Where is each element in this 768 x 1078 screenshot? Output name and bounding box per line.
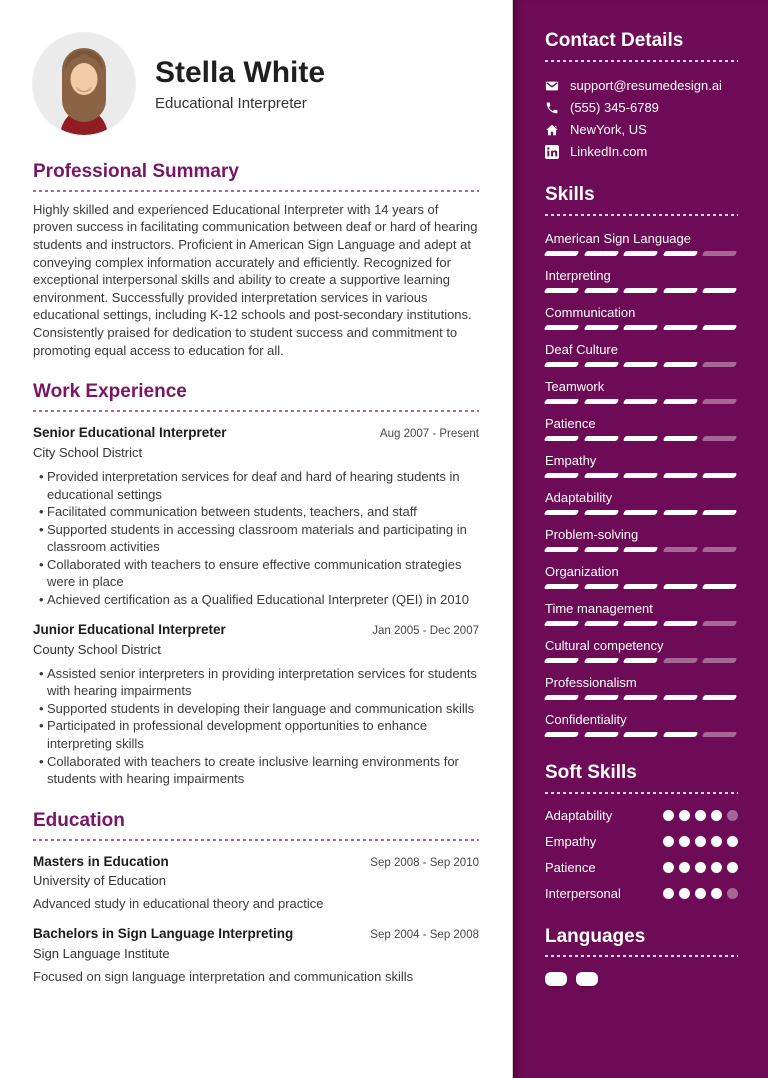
- level-segment-filled: [583, 288, 618, 293]
- level-segment-filled: [711, 836, 722, 847]
- bullet-text: Facilitated communication between students, teachers, and staff: [47, 504, 417, 520]
- soft-skills-heading: Soft Skills: [545, 761, 637, 783]
- level-segment-filled: [544, 288, 579, 293]
- level-segment-filled: [623, 288, 658, 293]
- level-segment-filled: [623, 510, 658, 515]
- job-bullet-list: [33, 468, 479, 609]
- soft-skill-label: Interpersonal: [545, 885, 621, 901]
- skill-level-bar: [545, 436, 738, 441]
- work-heading: Work Experience: [33, 381, 187, 403]
- skill-row: [545, 342, 738, 367]
- level-segment-filled: [583, 399, 618, 404]
- job-company: County School District: [33, 641, 161, 657]
- person-name: Stella White: [155, 56, 326, 89]
- job-bullet: [33, 503, 479, 521]
- heading-divider: [33, 190, 479, 192]
- bullet-text: Collaborated with teachers to ensure effective communication strategies were in place: [47, 556, 462, 590]
- level-segment-filled: [695, 810, 706, 821]
- heading-divider: [33, 410, 479, 412]
- level-segment-filled: [583, 473, 618, 478]
- level-segment-empty: [702, 399, 737, 404]
- level-segment-filled: [663, 862, 674, 873]
- skill-row: [545, 712, 738, 737]
- skill-level-bar: [545, 621, 738, 626]
- level-segment-filled: [662, 584, 697, 589]
- level-segment-empty: [702, 362, 737, 367]
- level-segment-filled: [623, 473, 658, 478]
- bullet-text: Supported students in accessing classroom materials and participating in classroom activities: [47, 521, 467, 555]
- level-segment-filled: [711, 862, 722, 873]
- skill-row: [545, 490, 738, 515]
- level-segment-filled: [727, 836, 738, 847]
- level-segment-filled: [663, 836, 674, 847]
- level-segment-filled: [544, 436, 579, 441]
- contact-text: NewYork, US: [570, 121, 647, 137]
- level-segment-filled: [702, 695, 737, 700]
- skill-label: Problem-solving: [545, 526, 639, 542]
- soft-skill-row: [545, 834, 738, 849]
- level-segment-filled: [695, 862, 706, 873]
- job-header-row: [33, 425, 479, 442]
- language-pill: [545, 972, 567, 986]
- bullet-dot: [33, 753, 47, 788]
- job-bullet: [33, 556, 479, 591]
- skill-level-bar: [545, 732, 738, 737]
- contact-row: [545, 145, 738, 159]
- level-segment-empty: [702, 621, 737, 626]
- summary-heading: Professional Summary: [33, 161, 239, 182]
- email-icon: [545, 79, 559, 93]
- job-entry: [33, 425, 479, 609]
- level-segment-filled: [662, 325, 697, 330]
- level-segment-filled: [544, 362, 579, 367]
- education-dates: Sep 2008 - Sep 2010: [370, 856, 479, 869]
- education-entry: [33, 926, 479, 986]
- education-heading: Education: [33, 809, 125, 831]
- job-dates: Jan 2005 - Dec 2007: [372, 624, 479, 637]
- level-segment-filled: [623, 251, 658, 256]
- languages-section: [545, 926, 738, 987]
- level-segment-filled: [662, 251, 697, 256]
- skill-row: [545, 231, 738, 256]
- contact-section: [545, 30, 738, 159]
- level-segment-filled: [544, 584, 579, 589]
- skill-level-bar: [545, 658, 738, 663]
- job-list: [33, 425, 479, 788]
- level-segment-filled: [623, 325, 658, 330]
- level-segment-filled: [662, 399, 697, 404]
- avatar-illustration: [33, 33, 135, 135]
- level-segment-filled: [662, 288, 697, 293]
- skill-row: [545, 416, 738, 441]
- level-segment-filled: [583, 436, 618, 441]
- job-title: Senior Educational Interpreter: [33, 425, 227, 441]
- skill-row: [545, 675, 738, 700]
- skill-level-bar: [545, 251, 738, 256]
- job-bullet: [33, 591, 479, 609]
- level-segment-filled: [623, 732, 658, 737]
- level-segment-empty: [702, 436, 737, 441]
- level-segment-filled: [583, 325, 618, 330]
- level-segment-filled: [544, 251, 579, 256]
- level-segment-filled: [544, 399, 579, 404]
- skill-label: Time management: [545, 600, 653, 616]
- bullet-text: Participated in professional development opportunities to enhance interpreting skills: [47, 718, 428, 751]
- contact-text: support@resumedesign.ai: [570, 77, 722, 93]
- contact-row: [545, 101, 738, 115]
- job-bullet: [33, 665, 479, 700]
- skill-row: [545, 564, 738, 589]
- bullet-dot: [33, 665, 47, 700]
- level-segment-filled: [662, 510, 697, 515]
- level-segment-filled: [623, 695, 658, 700]
- contact-heading: Contact Details: [545, 30, 684, 51]
- soft-skill-label: Patience: [545, 859, 596, 875]
- soft-skills-list: [545, 808, 738, 901]
- bullet-text: Achieved certification as a Qualified Educational Interpreter (QEI) in 2010: [47, 592, 470, 608]
- skill-label: American Sign Language: [545, 230, 691, 246]
- contact-text: LinkedIn.com: [570, 143, 648, 159]
- skills-heading: Skills: [545, 183, 595, 205]
- education-description: Focused on sign language interpretation and communication skills: [33, 969, 414, 985]
- skill-level-bar: [545, 584, 738, 589]
- level-segment-filled: [695, 836, 706, 847]
- level-segment-filled: [702, 584, 737, 589]
- skills-list: [545, 231, 738, 737]
- level-segment-filled: [583, 547, 618, 552]
- bullet-dot: [33, 468, 47, 503]
- bullet-dot: [33, 556, 47, 591]
- job-bullet: [33, 521, 479, 556]
- soft-skill-label: Empathy: [545, 833, 597, 849]
- skill-level-bar: [545, 325, 738, 330]
- skill-level-bar: [545, 288, 738, 293]
- summary-text: Highly skilled and experienced Educational Interpreter with 14 years of proven success in facilitating communication between deaf or hard of hearing students and instructors. Proficient in American Sign Language and adept at conveying complex information accurately and efficiently. Recognized for exceptional interpersonal skills and ability to create a supportive learning environment. Successfully provided interpretation services in various educational settings, including K-12 schools and post-secondary institutions. Consistently praised for dedication to student success and commitment to promoting equal access to education for all.: [33, 201, 478, 358]
- level-segment-filled: [662, 436, 697, 441]
- skill-label: Interpreting: [545, 267, 611, 283]
- education-section: [33, 810, 479, 986]
- level-segment-filled: [679, 836, 690, 847]
- level-segment-filled: [583, 658, 618, 663]
- soft-skill-level-dots: [663, 836, 738, 847]
- level-segment-filled: [623, 658, 658, 663]
- level-segment-filled: [662, 473, 697, 478]
- education-description: Advanced study in educational theory and practice: [33, 896, 324, 912]
- language-pill: [576, 972, 598, 986]
- job-bullet: [33, 753, 479, 788]
- level-segment-filled: [679, 888, 690, 899]
- identity-text: [155, 56, 325, 112]
- school-name: University of Education: [33, 873, 166, 889]
- education-dates: Sep 2004 - Sep 2008: [370, 929, 479, 942]
- level-segment-filled: [583, 362, 618, 367]
- level-segment-filled: [583, 695, 618, 700]
- level-segment-filled: [583, 621, 618, 626]
- bullet-dot: [33, 591, 47, 609]
- heading-divider: [545, 60, 738, 62]
- level-segment-empty: [727, 810, 738, 821]
- level-segment-filled: [695, 888, 706, 899]
- linkedin-icon: [545, 145, 559, 159]
- skill-level-bar: [545, 362, 738, 367]
- job-entry: [33, 622, 479, 788]
- job-company: City School District: [33, 444, 143, 460]
- skill-level-bar: [545, 547, 738, 552]
- skill-label: Adaptability: [545, 489, 613, 505]
- level-segment-filled: [544, 732, 579, 737]
- job-bullet: [33, 700, 479, 718]
- skill-label: Communication: [545, 304, 636, 320]
- level-segment-empty: [662, 547, 697, 552]
- soft-skill-level-dots: [663, 862, 738, 873]
- heading-divider: [545, 792, 738, 794]
- level-segment-filled: [663, 810, 674, 821]
- skill-level-bar: [545, 695, 738, 700]
- education-list: [33, 854, 479, 987]
- language-list: [545, 972, 738, 986]
- job-bullet: [33, 717, 479, 752]
- level-segment-filled: [663, 888, 674, 899]
- contact-row: [545, 123, 738, 137]
- bullet-text: Collaborated with teachers to create inclusive learning environments for students with hearing impairments: [47, 753, 459, 787]
- level-segment-filled: [623, 621, 658, 626]
- level-segment-filled: [702, 510, 737, 515]
- skill-row: [545, 305, 738, 330]
- bullet-dot: [33, 717, 47, 752]
- education-entry: [33, 854, 479, 914]
- heading-divider: [545, 955, 738, 957]
- skill-level-bar: [545, 510, 738, 515]
- skills-section: [545, 184, 738, 737]
- level-segment-filled: [583, 732, 618, 737]
- level-segment-empty: [702, 547, 737, 552]
- level-segment-filled: [544, 473, 579, 478]
- level-segment-filled: [727, 862, 738, 873]
- job-bullet: [33, 468, 479, 503]
- level-segment-filled: [623, 399, 658, 404]
- skill-row: [545, 453, 738, 478]
- contact-text: (555) 345-6789: [570, 99, 659, 115]
- skill-label: Confidentiality: [545, 711, 627, 727]
- languages-heading: Languages: [545, 925, 646, 947]
- school-name: Sign Language Institute: [33, 946, 170, 962]
- heading-divider: [33, 839, 479, 841]
- level-segment-filled: [679, 810, 690, 821]
- job-title: Junior Educational Interpreter: [33, 621, 226, 637]
- level-segment-filled: [544, 325, 579, 330]
- level-segment-filled: [702, 473, 737, 478]
- skill-label: Cultural competency: [545, 637, 664, 653]
- level-segment-filled: [583, 584, 618, 589]
- profile-photo: [33, 33, 135, 135]
- level-segment-empty: [702, 658, 737, 663]
- summary-section: [33, 161, 479, 359]
- education-header-row: [33, 926, 479, 943]
- level-segment-filled: [544, 658, 579, 663]
- level-segment-filled: [544, 621, 579, 626]
- level-segment-filled: [662, 362, 697, 367]
- level-segment-empty: [702, 251, 737, 256]
- soft-skill-level-dots: [663, 888, 738, 899]
- soft-skill-label: Adaptability: [545, 807, 613, 823]
- soft-skill-row: [545, 886, 738, 901]
- job-dates: Aug 2007 - Present: [379, 428, 479, 441]
- level-segment-empty: [702, 732, 737, 737]
- sidebar: [512, 0, 768, 1078]
- level-segment-filled: [662, 732, 697, 737]
- home-icon: [545, 123, 559, 137]
- work-section: [33, 381, 479, 788]
- bullet-text: Provided interpretation services for deaf and hard of hearing students in educational settings: [47, 468, 460, 502]
- soft-skill-row: [545, 860, 738, 875]
- level-segment-filled: [711, 810, 722, 821]
- level-segment-filled: [623, 584, 658, 589]
- soft-skill-row: [545, 808, 738, 823]
- education-header-row: [33, 854, 479, 871]
- level-segment-filled: [544, 695, 579, 700]
- skill-level-bar: [545, 399, 738, 404]
- contact-list: [545, 79, 738, 159]
- bullet-text: Assisted senior interpreters in providing interpretation services for students with hearing impairments: [47, 665, 477, 699]
- bullet-dot: [33, 521, 47, 556]
- level-segment-filled: [662, 695, 697, 700]
- job-header-row: [33, 622, 479, 639]
- skill-label: Professionalism: [545, 674, 637, 690]
- phone-icon: [545, 101, 559, 115]
- level-segment-filled: [544, 510, 579, 515]
- level-segment-filled: [623, 547, 658, 552]
- level-segment-filled: [623, 362, 658, 367]
- skill-row: [545, 601, 738, 626]
- level-segment-filled: [702, 288, 737, 293]
- skill-label: Teamwork: [545, 378, 605, 394]
- skill-row: [545, 638, 738, 663]
- skill-row: [545, 527, 738, 552]
- heading-divider: [545, 214, 738, 216]
- level-segment-empty: [727, 888, 738, 899]
- skill-level-bar: [545, 473, 738, 478]
- person-title: Educational Interpreter: [155, 95, 307, 112]
- contact-row: [545, 79, 738, 93]
- level-segment-filled: [702, 325, 737, 330]
- header: [33, 33, 479, 135]
- degree-title: Bachelors in Sign Language Interpreting: [33, 926, 294, 942]
- skill-label: Empathy: [545, 452, 597, 468]
- level-segment-empty: [662, 658, 697, 663]
- level-segment-filled: [662, 621, 697, 626]
- bullet-dot: [33, 503, 47, 521]
- level-segment-filled: [679, 862, 690, 873]
- job-bullet-list: [33, 665, 479, 788]
- bullet-text: Supported students in developing their language and communication skills: [47, 700, 475, 716]
- skill-label: Deaf Culture: [545, 341, 618, 357]
- soft-skill-level-dots: [663, 810, 738, 821]
- level-segment-filled: [583, 510, 618, 515]
- skill-label: Patience: [545, 415, 596, 431]
- level-segment-filled: [544, 547, 579, 552]
- soft-skills-section: [545, 762, 738, 901]
- skill-row: [545, 268, 738, 293]
- skill-row: [545, 379, 738, 404]
- degree-title: Masters in Education: [33, 853, 169, 869]
- bullet-dot: [33, 700, 47, 718]
- level-segment-filled: [623, 436, 658, 441]
- level-segment-filled: [583, 251, 618, 256]
- level-segment-filled: [711, 888, 722, 899]
- skill-label: Organization: [545, 563, 619, 579]
